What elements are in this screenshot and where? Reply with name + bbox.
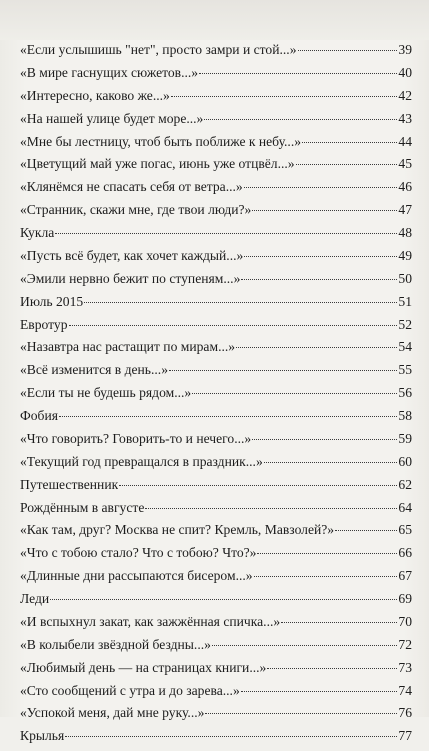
toc-entry (20, 248, 412, 271)
entry-title: «Цветущий май уже погас, июнь уже отцвёл...» (20, 156, 295, 172)
entry-title: «Если ты не будешь рядом...» (20, 385, 192, 401)
dot-leader (119, 485, 397, 486)
toc-entry (20, 568, 412, 591)
entry-title: «Сто сообщений с утра и до зарева...» (20, 682, 240, 698)
toc-entry (20, 294, 412, 317)
entry-title: Фобия (20, 408, 58, 423)
toc-entry (20, 179, 412, 202)
toc-entry (20, 134, 412, 157)
entry-page-number: 45 (398, 156, 412, 172)
entry-page-number: 58 (398, 408, 412, 423)
entry-page-number: 50 (398, 270, 412, 286)
toc-entry (20, 591, 412, 614)
dot-leader (169, 370, 397, 371)
table-of-contents (20, 42, 412, 751)
entry-page-number: 52 (398, 316, 412, 332)
dot-leader (59, 416, 397, 417)
entry-page-number: 54 (398, 339, 412, 355)
toc-entry (20, 111, 412, 134)
toc-entry (20, 500, 412, 523)
toc-entry (20, 728, 412, 751)
toc-entry (20, 385, 412, 408)
dot-leader (254, 576, 397, 577)
dot-leader (298, 50, 398, 51)
toc-entry (20, 65, 412, 88)
entry-page-number: 46 (398, 179, 412, 195)
entry-title: «Любимый день — на страницах книги...» (20, 659, 267, 675)
toc-entry (20, 317, 412, 340)
dot-leader (252, 210, 397, 211)
dot-leader (244, 256, 397, 257)
dot-leader (145, 508, 397, 509)
toc-entry (20, 339, 412, 362)
entry-page-number: 73 (398, 659, 412, 675)
toc-entry (20, 683, 412, 706)
toc-entry (20, 431, 412, 454)
entry-page-number: 51 (398, 293, 412, 309)
toc-entry (20, 614, 412, 637)
entry-title: Крылья (20, 728, 65, 744)
dot-leader (264, 462, 397, 463)
entry-title: «Странник, скажи мне, где твои люди?» (20, 202, 252, 218)
dot-leader (199, 73, 397, 74)
entry-title: «Как там, друг? Москва не спит? Кремль, Мавзолей?» (20, 522, 335, 538)
entry-page-number: 65 (398, 522, 412, 538)
entry-title: «Текущий год превращался в праздник...» (20, 453, 263, 469)
entry-page-number: 76 (398, 705, 412, 721)
entry-title: «Всё изменится в день...» (20, 362, 168, 378)
entry-page-number: 59 (398, 430, 412, 446)
entry-title: «Интересно, каково же...» (20, 87, 170, 103)
dot-leader (69, 325, 398, 326)
toc-entry (20, 660, 412, 683)
toc-entry (20, 225, 412, 248)
entry-page-number: 56 (398, 385, 412, 401)
entry-title: «Что с тобою стало? Что с тобою? Что?» (20, 545, 257, 561)
dot-leader (65, 736, 397, 737)
entry-page-number: 40 (398, 64, 412, 80)
entry-title: Евротур (20, 316, 68, 332)
entry-title: «Что говорить? Говорить-то и нечего...» (20, 430, 252, 446)
toc-entry (20, 88, 412, 111)
entry-title: «В колыбели звёздной бездны...» (20, 636, 211, 652)
dot-leader (84, 302, 397, 303)
entry-title: «Если услышишь "нет", просто замри и стой...» (20, 42, 297, 57)
entry-title: «Назавтра нас растащит по мирам...» (20, 339, 236, 355)
dot-leader (257, 553, 397, 554)
dot-leader (302, 142, 397, 143)
dot-leader (212, 645, 397, 646)
dot-leader (50, 599, 397, 600)
entry-title: «Клянёмся не спасать себя от ветра...» (20, 179, 243, 195)
dot-leader (335, 530, 397, 531)
toc-entry (20, 477, 412, 500)
toc-entry (20, 637, 412, 660)
entry-page-number: 55 (398, 362, 412, 378)
toc-entry (20, 202, 412, 225)
entry-page-number: 42 (398, 87, 412, 103)
entry-page-number: 66 (398, 545, 412, 561)
entry-page-number: 60 (398, 453, 412, 469)
entry-page-number: 67 (398, 568, 412, 584)
dot-leader (244, 187, 397, 188)
dot-leader (205, 713, 397, 714)
toc-entry (20, 522, 412, 545)
dot-leader (241, 279, 397, 280)
toc-entry (20, 454, 412, 477)
entry-title: Рождённым в августе (20, 499, 145, 515)
entry-title: «На нашей улице будет море...» (20, 110, 204, 126)
dot-leader (171, 96, 397, 97)
entry-page-number: 48 (398, 225, 412, 240)
entry-page-number: 47 (398, 202, 412, 218)
entry-title: «Успокой меня, дай мне руку...» (20, 705, 205, 721)
dot-leader (192, 393, 397, 394)
toc-entry (20, 545, 412, 568)
entry-title: Июль 2015 (20, 293, 84, 309)
entry-page-number: 69 (398, 591, 412, 606)
dot-leader (55, 233, 397, 234)
entry-title: «Пусть всё будет, как хочет каждый...» (20, 247, 244, 263)
entry-page-number: 44 (398, 133, 412, 149)
entry-title: «Эмили нервно бежит по ступеням...» (20, 270, 241, 286)
toc-entry (20, 42, 412, 65)
entry-page-number: 70 (398, 613, 412, 629)
entry-page-number: 39 (398, 42, 412, 57)
entry-title: Кукла (20, 225, 55, 240)
entry-page-number: 74 (398, 682, 412, 698)
dot-leader (204, 119, 397, 120)
dot-leader (252, 439, 397, 440)
entry-page-number: 49 (398, 247, 412, 263)
dot-leader (241, 691, 397, 692)
entry-title: Путешественник (20, 476, 119, 492)
entry-title: «Мне бы лестницу, чтоб быть поближе к небу...» (20, 133, 302, 149)
toc-entry (20, 156, 412, 179)
dot-leader (296, 164, 397, 165)
dot-leader (267, 668, 397, 669)
entry-page-number: 77 (398, 728, 412, 744)
toc-entry (20, 408, 412, 431)
entry-page-number: 64 (398, 499, 412, 515)
toc-entry (20, 362, 412, 385)
dot-leader (236, 347, 397, 348)
entry-title: «И вспыхнул закат, как зажжённая спичка...» (20, 613, 281, 629)
entry-title: «Длинные дни рассыпаются бисером...» (20, 568, 253, 584)
entry-page-number: 72 (398, 636, 412, 652)
entry-title: Леди (20, 591, 50, 606)
entry-title: «В мире гаснущих сюжетов...» (20, 64, 199, 80)
entry-page-number: 62 (398, 476, 412, 492)
entry-page-number: 43 (398, 110, 412, 126)
page-top-edge (0, 0, 429, 40)
dot-leader (281, 622, 397, 623)
toc-entry (20, 271, 412, 294)
